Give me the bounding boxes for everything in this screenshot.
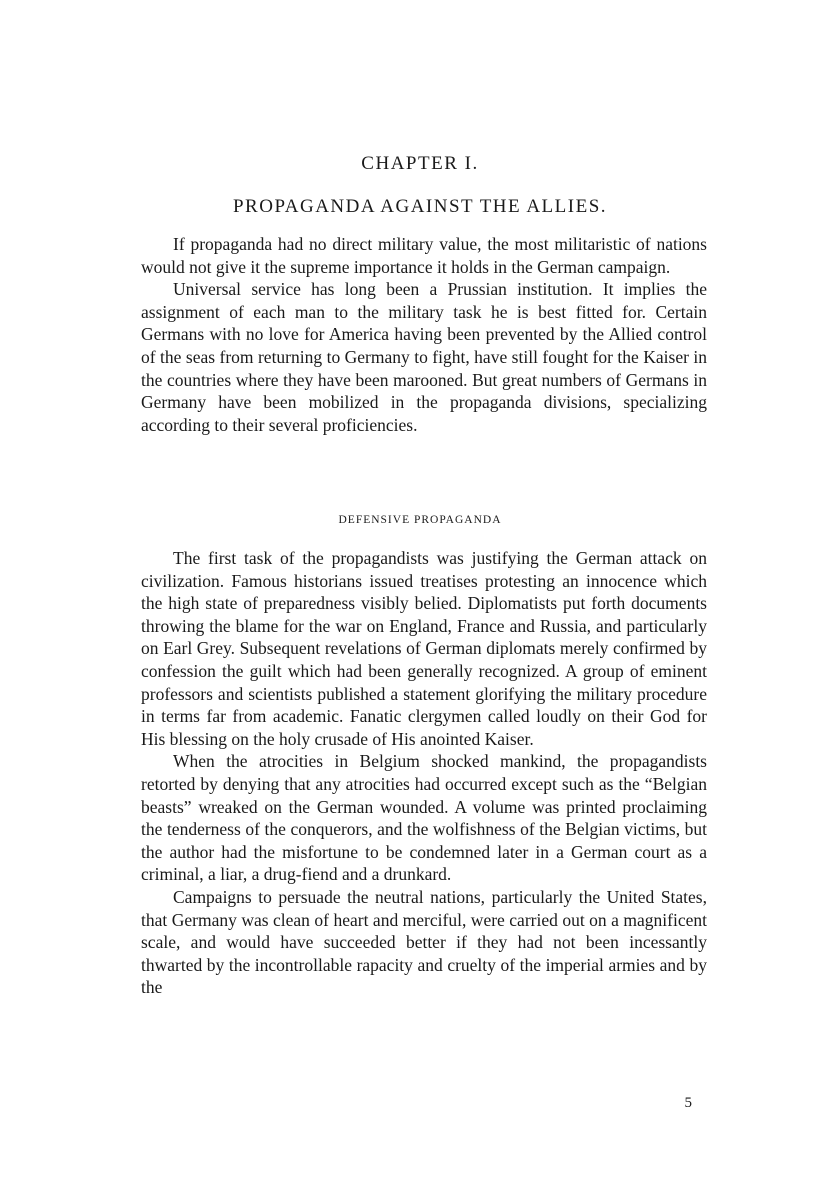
paragraph: When the atrocities in Belgium shocked mankind, the propagandists retorted by denying that any atrocities had occurred except such as the “Belgian beasts” wreaked on the German wounded. A volume was printed proclaiming the tenderness of the conquerors, and the wolfishness of the Belgian victims, but the author had the misfortune to be condemned later in a German court as a criminal, a liar, a drug-fiend and a drunkard. [141,751,707,885]
paragraph: If propaganda had no direct military value, the most militaristic of nations would not give it the supreme importance it holds in the German campaign. [141,234,707,277]
paragraph: The first task of the propagandists was justifying the German attack on civilization. Famous historians issued treatises protesting an innocence which the high state of preparedness visibly belied. Diplomatists put forth documents throwing the blame for the war on England, France and Russia, and particularly on Earl Grey. Subsequent revelations of German diplomats merely confirmed by confession the guilt which had been generally recognized. A group of eminent professors and scientists published a statement glorifying the military procedure in terms far from academic. Fanatic clergymen called loudly on their God for His blessing on the holy crusade of His anointed Kaiser. [141,548,707,749]
intro-text [141,233,707,436]
section-heading: DEFENSIVE PROPAGANDA [338,514,502,526]
chapter-number: CHAPTER I. [361,153,479,174]
chapter-title: PROPAGANDA AGAINST THE ALLIES. [232,196,608,217]
paragraph: Campaigns to persuade the neutral nations, particularly the United States, that Germany was clean of heart and merciful, were carried out on a magnificent scale, and would have succeeded better if they had not been incessantly thwarted by the incontrollable rapacity and cruelty of the imperial armies and by the [141,886,707,998]
section-text [141,547,707,999]
paragraph: Universal service has long been a Prussian institution. It implies the assignment of each man to the military task he is best fitted for. Certain Germans with no love for America having been prevented by the Allied control of the seas from returning to Germany to fight, have still fought for the Kaiser in the countries where they have been marooned. But great numbers of Germans in Germany have been mobilized in the propaganda divisions, specializing according to their several proficiencies. [141,279,707,435]
page-number: 5 [684,1095,692,1111]
